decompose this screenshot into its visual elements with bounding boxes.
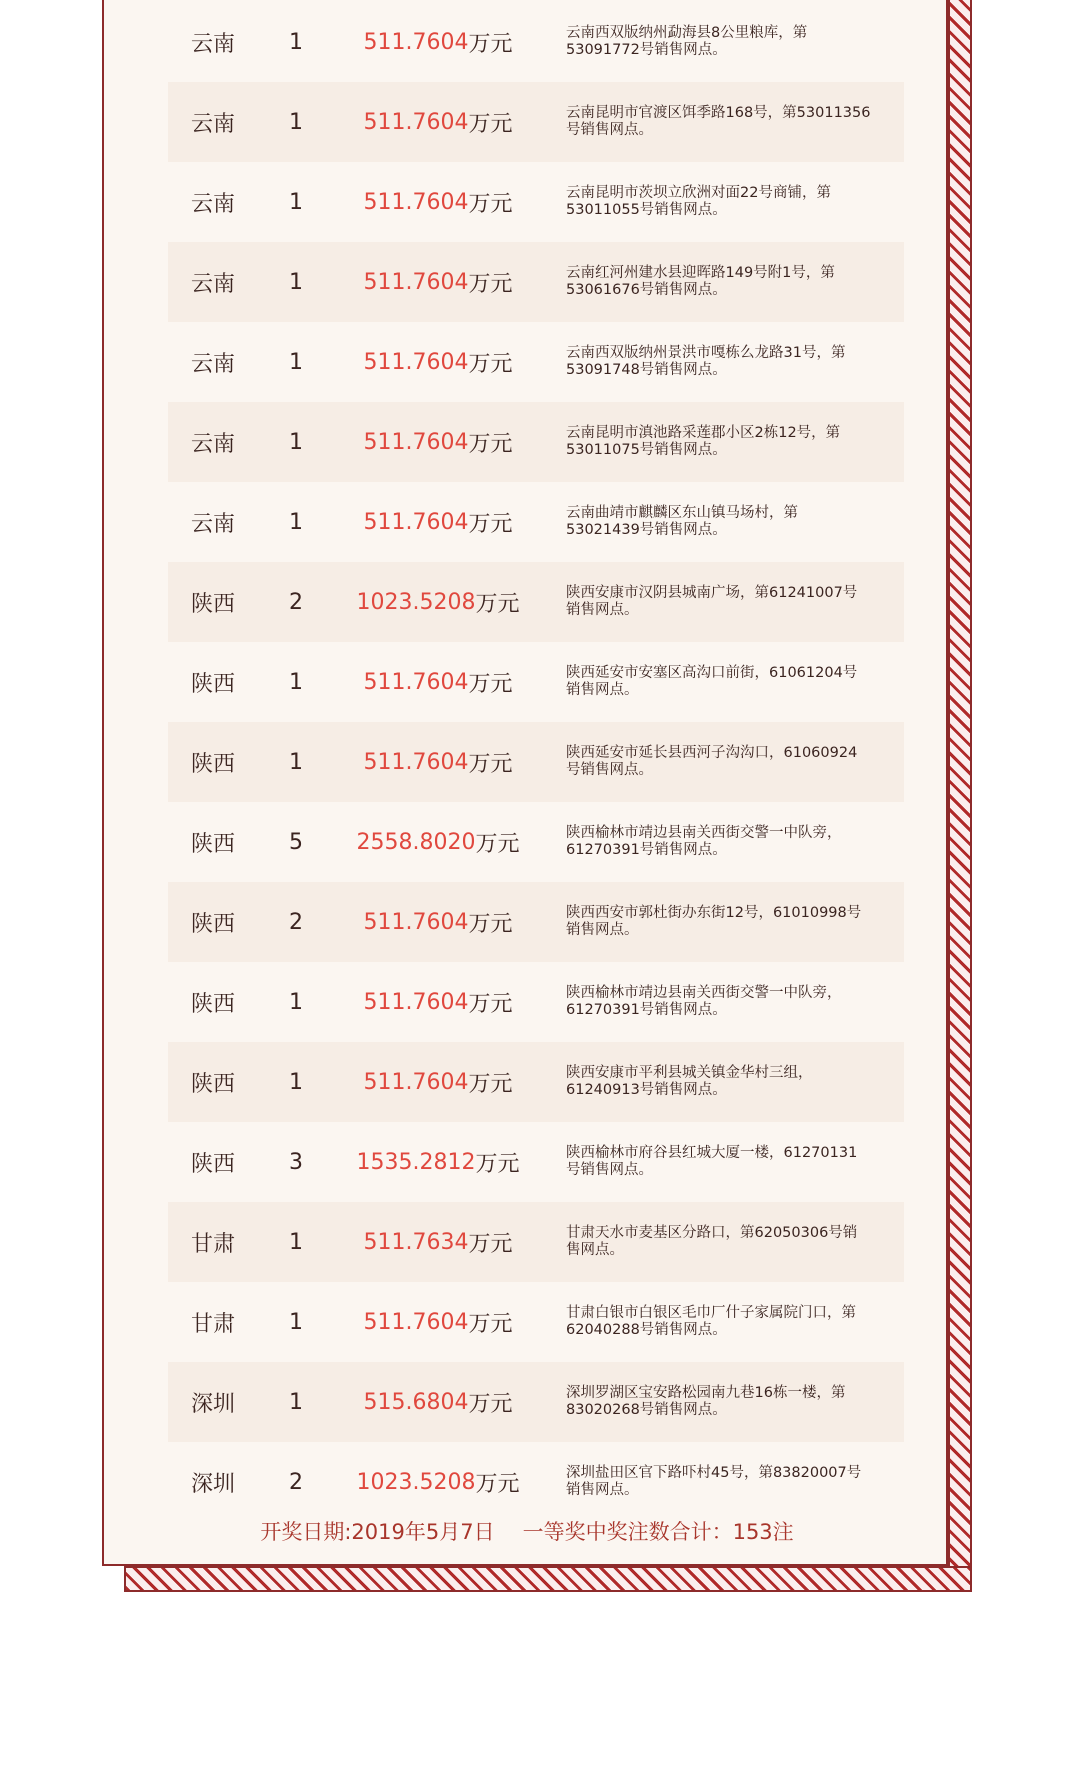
prize-amount-unit: 万元 [468, 1071, 513, 1097]
draw-date: 开奖日期:2019年5月7日 [260, 1520, 495, 1544]
winning-count-cell: 1 [289, 1389, 303, 1415]
outlet-address-cell [566, 562, 904, 642]
table-row [168, 242, 904, 322]
winning-count-cell: 1 [289, 29, 303, 55]
outlet-address-cell [566, 162, 904, 242]
winning-count-cell: 1 [289, 1229, 303, 1255]
outlet-address-cell [566, 402, 904, 482]
outlet-address-cell [566, 1282, 904, 1362]
prize-amount-cell [328, 82, 548, 162]
prize-amount-unit: 万元 [468, 511, 513, 537]
prize-amount-value: 511.7604 [363, 429, 469, 455]
outlet-address-line: 陕西延安市安塞区高沟口前街，61061204号 [566, 665, 858, 681]
outlet-address-line: 销售网点。 [566, 602, 639, 618]
table-row [168, 802, 904, 882]
prize-amount-cell [328, 322, 548, 402]
province-cell: 陕西 [190, 591, 235, 617]
outlet-address-line: 61270391号销售网点。 [566, 1002, 727, 1018]
province-cell: 云南 [190, 511, 235, 537]
table-row [168, 322, 904, 402]
province-cell: 云南 [190, 191, 235, 217]
outlet-address-line: 深圳罗湖区宝安路松园南九巷16栋一楼，第 [566, 1385, 846, 1401]
prize-amount-value: 511.7604 [363, 269, 469, 295]
prize-amount-value: 2558.8020 [356, 829, 476, 855]
outlet-address-line: 销售网点。 [566, 1482, 639, 1498]
prize-amount-value: 511.7604 [363, 29, 469, 55]
prize-amount-cell [328, 402, 548, 482]
province-cell: 甘肃 [190, 1311, 235, 1337]
winners-table [168, 2, 904, 1522]
table-row [168, 402, 904, 482]
outlet-address-line: 陕西榆林市府谷县红城大厦一楼，61270131 [566, 1145, 858, 1161]
outlet-address-line: 陕西安康市平利县城关镇金华村三组， [566, 1065, 813, 1081]
prize-amount-cell [328, 1122, 548, 1202]
prize-amount-cell [328, 562, 548, 642]
prize-amount-cell [328, 162, 548, 242]
outlet-address-line: 陕西榆林市靖边县南关西街交警一中队旁， [566, 825, 842, 841]
outlet-address-cell [566, 1362, 904, 1442]
outlet-address-cell [566, 1442, 904, 1522]
prize-amount-cell [328, 962, 548, 1042]
province-cell: 陕西 [190, 831, 235, 857]
table-row [168, 1442, 904, 1522]
prize-amount-value: 1023.5208 [356, 589, 476, 615]
table-row [168, 882, 904, 962]
prize-amount-unit: 万元 [468, 911, 513, 937]
outlet-address-cell [566, 802, 904, 882]
prize-amount-value: 515.6804 [363, 1389, 469, 1415]
prize-amount-cell [328, 1362, 548, 1442]
prize-amount-unit: 万元 [475, 1471, 520, 1497]
prize-amount-unit: 万元 [475, 591, 520, 617]
province-cell: 陕西 [190, 1151, 235, 1177]
prize-amount-value: 511.7604 [363, 669, 469, 695]
outlet-address-line: 53011075号销售网点。 [566, 442, 727, 458]
table-row [168, 82, 904, 162]
prize-amount-unit: 万元 [468, 1391, 513, 1417]
outlet-address-line: 号销售网点。 [566, 1162, 653, 1178]
outlet-address-line: 号销售网点。 [566, 762, 653, 778]
outlet-address-line: 云南西双版纳州勐海县8公里粮库，第 [566, 25, 808, 41]
prize-amount-cell [328, 642, 548, 722]
table-row [168, 962, 904, 1042]
outlet-address-cell [566, 1122, 904, 1202]
table-row [168, 1042, 904, 1122]
prize-amount-value: 511.7604 [363, 989, 469, 1015]
outlet-address-cell [566, 2, 904, 82]
outlet-address-line: 销售网点。 [566, 682, 639, 698]
hatched-border-right [948, 0, 972, 1592]
outlet-address-cell [566, 1202, 904, 1282]
hatched-border-bottom [124, 1566, 972, 1592]
winning-count-cell: 5 [289, 829, 303, 855]
outlet-address-line: 云南红河州建水县迎晖路149号附1号，第 [566, 265, 835, 281]
province-cell: 陕西 [190, 1071, 235, 1097]
outlet-address-line: 深圳盐田区官下路吓村45号，第83820007号 [566, 1465, 862, 1481]
winning-count-cell: 1 [289, 669, 303, 695]
outlet-address-cell [566, 1042, 904, 1122]
outlet-address-cell [566, 722, 904, 802]
outlet-address-line: 83020268号销售网点。 [566, 1402, 727, 1418]
province-cell: 云南 [190, 431, 235, 457]
outlet-address-line: 号销售网点。 [566, 122, 653, 138]
outlet-address-line: 销售网点。 [566, 922, 639, 938]
outlet-address-cell [566, 962, 904, 1042]
province-cell: 云南 [190, 351, 235, 377]
outlet-address-line: 53091748号销售网点。 [566, 362, 727, 378]
outlet-address-cell [566, 882, 904, 962]
prize-amount-cell [328, 2, 548, 82]
outlet-address-line: 61270391号销售网点。 [566, 842, 727, 858]
prize-amount-cell [328, 1282, 548, 1362]
prize-amount-value: 1023.5208 [356, 1469, 476, 1495]
outlet-address-line: 陕西榆林市靖边县南关西街交警一中队旁， [566, 985, 842, 1001]
winning-count-cell: 1 [289, 509, 303, 535]
winning-count-cell: 2 [289, 909, 303, 935]
winning-count-cell: 1 [289, 269, 303, 295]
winners-table-card [102, 0, 948, 1566]
outlet-address-line: 陕西西安市郭杜街办东街12号，61010998号 [566, 905, 862, 921]
prize-total: 一等奖中奖注数合计：153注 [522, 1520, 794, 1544]
outlet-address-cell [566, 322, 904, 402]
prize-amount-unit: 万元 [468, 1231, 513, 1257]
outlet-address-line: 云南昆明市滇池路采莲郡小区2栋12号，第 [566, 425, 841, 441]
winning-count-cell: 1 [289, 1069, 303, 1095]
winning-count-cell: 1 [289, 109, 303, 135]
winning-count-cell: 3 [289, 1149, 303, 1175]
table-footer [104, 1516, 950, 1546]
winning-count-cell: 1 [289, 989, 303, 1015]
table-row [168, 1282, 904, 1362]
table-row [168, 642, 904, 722]
prize-amount-unit: 万元 [475, 1151, 520, 1177]
table-row [168, 482, 904, 562]
prize-amount-value: 511.7604 [363, 749, 469, 775]
province-cell: 陕西 [190, 751, 235, 777]
winning-count-cell: 2 [289, 589, 303, 615]
outlet-address-line: 甘肃天水市麦基区分路口，第62050306号销 [566, 1225, 858, 1241]
prize-amount-unit: 万元 [468, 191, 513, 217]
prize-amount-value: 511.7634 [363, 1229, 469, 1255]
table-row [168, 2, 904, 82]
province-cell: 云南 [190, 31, 235, 57]
outlet-address-line: 53021439号销售网点。 [566, 522, 727, 538]
prize-amount-cell [328, 482, 548, 562]
province-cell: 深圳 [190, 1471, 235, 1497]
province-cell: 陕西 [190, 671, 235, 697]
prize-amount-cell [328, 722, 548, 802]
table-row [168, 1122, 904, 1202]
prize-amount-value: 511.7604 [363, 509, 469, 535]
outlet-address-line: 62040288号销售网点。 [566, 1322, 727, 1338]
outlet-address-cell [566, 242, 904, 322]
outlet-address-cell [566, 482, 904, 562]
prize-amount-value: 1535.2812 [356, 1149, 476, 1175]
outlet-address-line: 云南西双版纳州景洪市嘎栋么龙路31号，第 [566, 345, 846, 361]
prize-amount-unit: 万元 [468, 1311, 513, 1337]
outlet-address-line: 53091772号销售网点。 [566, 42, 727, 58]
outlet-address-line: 陕西安康市汉阴县城南广场，第61241007号 [566, 585, 858, 601]
prize-amount-unit: 万元 [468, 991, 513, 1017]
table-row [168, 1362, 904, 1442]
outlet-address-line: 云南昆明市官渡区饵季路168号，第53011356 [566, 105, 871, 121]
table-row [168, 722, 904, 802]
outlet-address-line: 53011055号销售网点。 [566, 202, 727, 218]
table-row [168, 162, 904, 242]
prize-amount-value: 511.7604 [363, 109, 469, 135]
winning-count-cell: 1 [289, 1309, 303, 1335]
prize-amount-unit: 万元 [468, 751, 513, 777]
table-row [168, 1202, 904, 1282]
outlet-address-line: 售网点。 [566, 1242, 624, 1258]
outlet-address-line: 53061676号销售网点。 [566, 282, 727, 298]
outlet-address-cell [566, 82, 904, 162]
prize-amount-value: 511.7604 [363, 909, 469, 935]
province-cell: 陕西 [190, 991, 235, 1017]
prize-amount-cell [328, 882, 548, 962]
prize-amount-cell [328, 802, 548, 882]
prize-amount-value: 511.7604 [363, 1309, 469, 1335]
outlet-address-line: 甘肃白银市白银区毛巾厂什子家属院门口，第 [566, 1305, 856, 1321]
prize-amount-cell [328, 242, 548, 322]
province-cell: 云南 [190, 271, 235, 297]
province-cell: 深圳 [190, 1391, 235, 1417]
winning-count-cell: 1 [289, 349, 303, 375]
prize-amount-unit: 万元 [468, 31, 513, 57]
winning-count-cell: 2 [289, 1469, 303, 1495]
prize-amount-unit: 万元 [468, 111, 513, 137]
winning-count-cell: 1 [289, 429, 303, 455]
prize-amount-unit: 万元 [468, 351, 513, 377]
province-cell: 陕西 [190, 911, 235, 937]
prize-amount-unit: 万元 [468, 271, 513, 297]
prize-amount-value: 511.7604 [363, 349, 469, 375]
outlet-address-line: 陕西延安市延长县西河子沟沟口，61060924 [566, 745, 858, 761]
table-row [168, 562, 904, 642]
prize-amount-unit: 万元 [475, 831, 520, 857]
prize-amount-cell [328, 1442, 548, 1522]
outlet-address-line: 61240913号销售网点。 [566, 1082, 727, 1098]
winning-count-cell: 1 [289, 749, 303, 775]
prize-amount-cell [328, 1202, 548, 1282]
outlet-address-line: 云南曲靖市麒麟区东山镇马场村，第 [566, 505, 798, 521]
prize-amount-unit: 万元 [468, 431, 513, 457]
prize-amount-value: 511.7604 [363, 1069, 469, 1095]
prize-amount-cell [328, 1042, 548, 1122]
prize-amount-unit: 万元 [468, 671, 513, 697]
province-cell: 云南 [190, 111, 235, 137]
outlet-address-cell [566, 642, 904, 722]
winning-count-cell: 1 [289, 189, 303, 215]
province-cell: 甘肃 [190, 1231, 235, 1257]
prize-amount-value: 511.7604 [363, 189, 469, 215]
outlet-address-line: 云南昆明市茨坝立欣洲对面22号商铺，第 [566, 185, 831, 201]
